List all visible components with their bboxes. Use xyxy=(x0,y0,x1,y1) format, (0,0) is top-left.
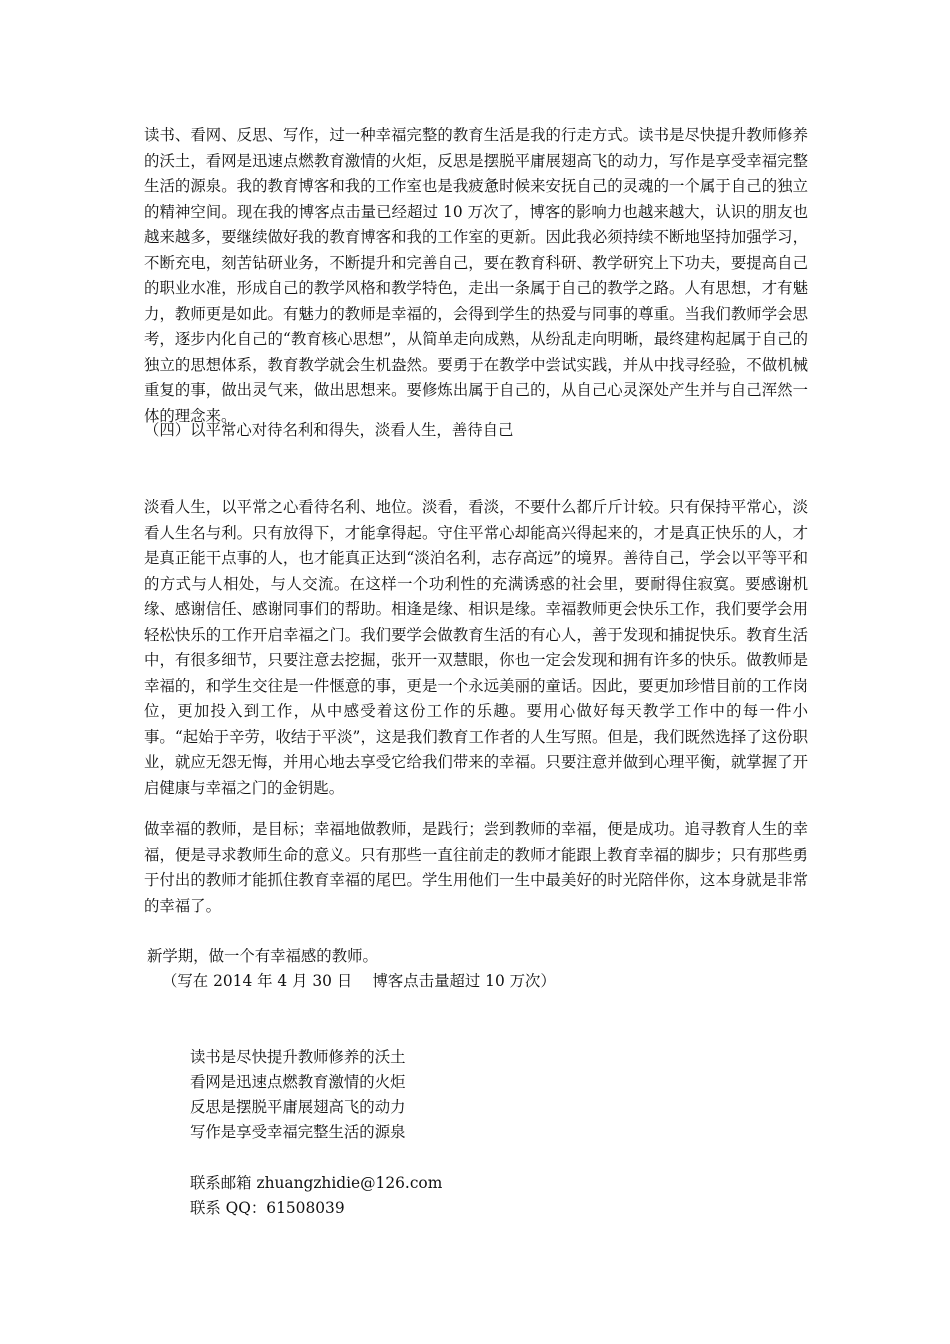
section-heading-4: （四）以平常心对待名利和得失，淡看人生，善待自己 xyxy=(144,421,514,439)
body-paragraph-3: 做幸福的教师，是目标；幸福地做教师，是践行；尝到教师的幸福，便是成功。追寻教育人生的幸福，便是寻求教师生命的意义。只有那些一直往前走的教师才能跟上教育幸福的脚步；只有那些勇于付出的教师才能抓住教育幸福的尾巴。学生用他们一生中最美好的时光陪伴你，这本身就是非常的幸福了。 xyxy=(144,820,808,915)
motto-line-3: 反思是摆脱平庸展翅高飞的动力 xyxy=(190,1098,406,1116)
closing-line: 新学期，做一个有幸福感的教师。 xyxy=(147,947,378,965)
contact-email: 联系邮箱 zhuangzhidie@126.com xyxy=(190,1174,443,1192)
motto-line-4: 写作是享受幸福完整生活的源泉 xyxy=(190,1123,406,1141)
body-paragraph-1: 读书、看网、反思、写作，过一种幸福完整的教育生活是我的行走方式。读书是尽快提升教师修养的沃土，看网是迅速点燃教育激情的火炬，反思是摆脱平庸展翅高飞的动力，写作是享受幸福完整生活的源泉。我的教育博客和我的工作室也是我疲惫时候来安抚自己的灵魂的一个属于自己的独立的精神空间。现在我的博客点击量已经超过 10 万次了，博客的影响力也越来越大，认识的朋友也越来越多，要继续做好我的教育博客和我的工作室的更新。因此我必须持续不断地坚持加强学习，不断充电，刻苦钻研业务，不断提升和完善自己，要在教育科研、教学研究上下功夫，要提高自己的职业水准，形成自己的教学风格和教学特色，走出一条属于自己的教学之路。人有思想，才有魅力，教师更是如此。有魅力的教师是幸福的，会得到学生的热爱与同事的尊重。当我们教师学会思考，逐步内化自己的“教育核心思想”，从简单走向成熟，从纷乱走向明晰，最终建构起属于自己的独立的思想体系，教育教学就会生机盎然。要勇于在教学中尝试实践，并从中找寻经验，不做机械重复的事，做出灵气来，做出思想来。要修炼出属于自己的，从自己心灵深处产生并与自己浑然一体的理念来。 xyxy=(144,126,808,425)
motto-line-1: 读书是尽快提升教师修养的沃土 xyxy=(190,1048,406,1066)
body-paragraph-2: 淡看人生，以平常之心看待名利、地位。淡看，看淡，不要什么都斤斤计较。只有保持平常心，淡看人生名与利。只有放得下，才能拿得起。守住平常心却能高兴得起来的，才是真正快乐的人，才是真正能干点事的人，也才能真正达到“淡泊名利，志存高远”的境界。善待自己，学会以平等平和的方式与人相处，与人交流。在这样一个功利性的充满诱惑的社会里，要耐得住寂寞。要感谢机缘、感谢信任、感谢同事们的帮助。相逢是缘、相识是缘。幸福教师更会快乐工作，我们要学会用轻松快乐的工作开启幸福之门。我们要学会做教育生活的有心人，善于发现和捕捉快乐。教育生活中，有很多细节，只要注意去挖掘，张开一双慧眼，你也一定会发现和拥有许多的快乐。做教师是幸福的，和学生交往是一件惬意的事，更是一个永远美丽的童话。因此，要更加珍惜目前的工作岗位，更加投入到工作，从中感受着这份工作的乐趣。要用心做好每天教学工作中的每一件小事。“起始于辛劳，收结于平淡”，这是我们教育工作者的人生写照。但是，我们既然选择了这份职业，就应无怨无悔，并用心地去享受它给我们带来的幸福。只要注意并做到心理平衡，就掌握了开启健康与幸福之门的金钥匙。 xyxy=(144,498,808,797)
contact-qq: 联系 QQ：61508039 xyxy=(190,1199,345,1217)
date-note: （写在 2014 年 4 月 30 日 博客点击量超过 10 万次） xyxy=(162,972,556,990)
motto-line-2: 看网是迅速点燃教育激情的火炬 xyxy=(190,1073,406,1091)
